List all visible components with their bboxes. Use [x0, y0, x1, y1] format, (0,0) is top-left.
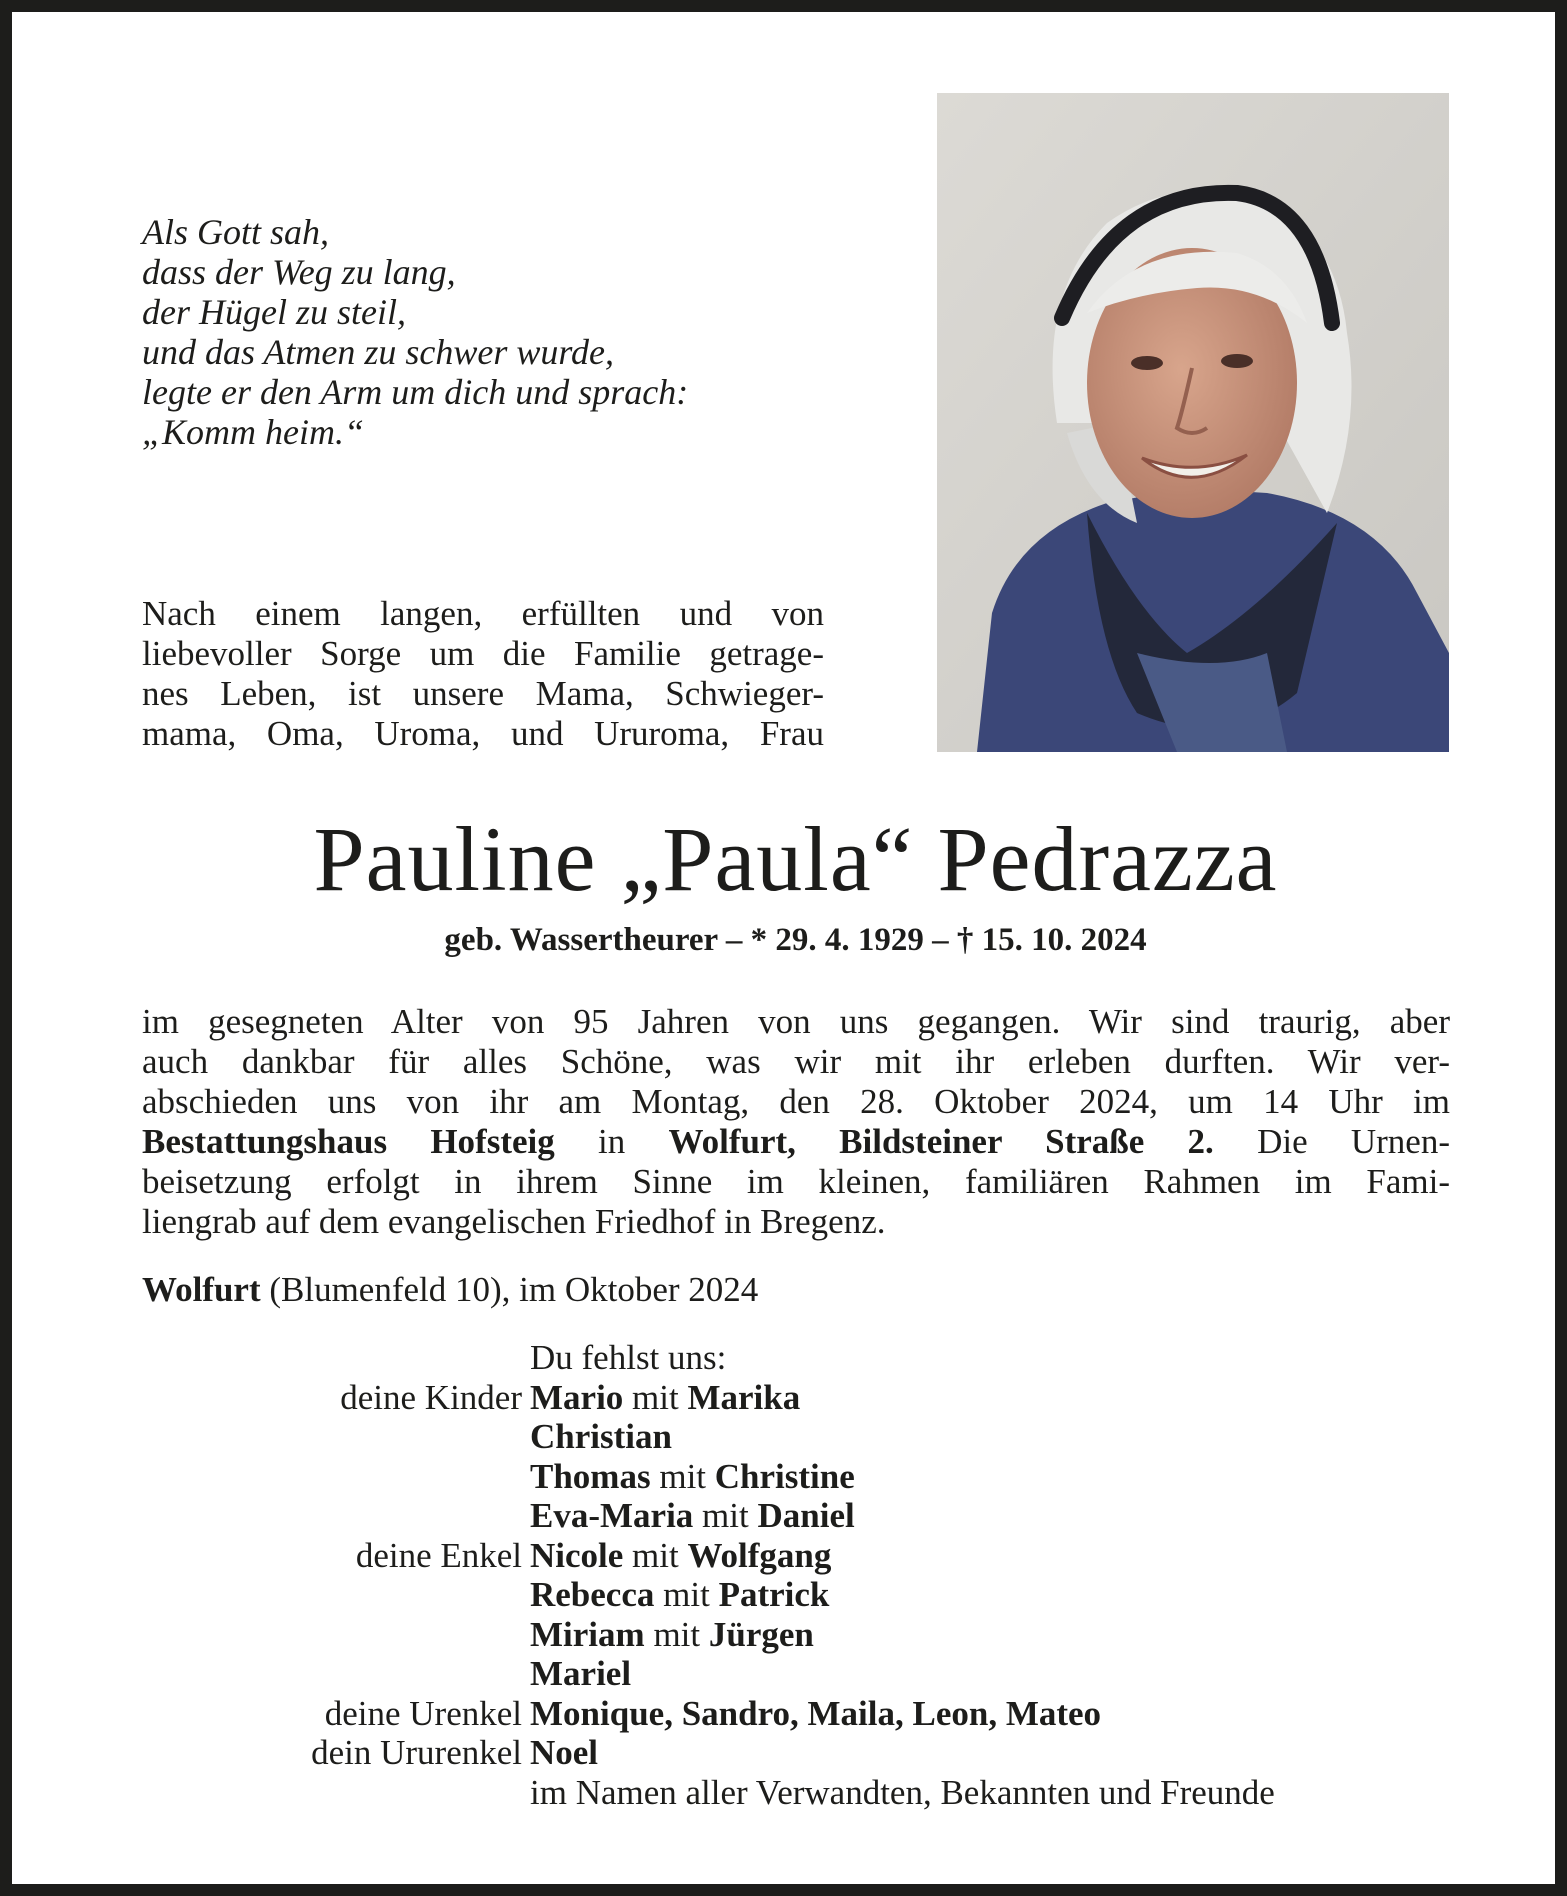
intro-line: mama, Oma, Uroma, und Ururoma, Frau [142, 714, 824, 753]
paragraph-line: auch dankbar für alles Schöne, was wir mit ihr erleben durften. Wir ver- [142, 1042, 1450, 1081]
connector-text: in [554, 1122, 669, 1161]
partner-connector: mit [693, 1496, 758, 1535]
mourners-heading: Du fehlst uns: [530, 1338, 727, 1377]
line-end-text: Die Urnen- [1213, 1122, 1450, 1161]
intro-line: Nach einem langen, erfüllten und von [142, 594, 824, 633]
relative-names [530, 1733, 1450, 1773]
partner-name: Wolfgang [687, 1535, 832, 1575]
relative-names [530, 1694, 1450, 1734]
poem-line: der Hügel zu steil, [142, 292, 406, 332]
partner-name: Jürgen [708, 1614, 814, 1654]
poem [142, 212, 782, 452]
relation-label [142, 1615, 530, 1655]
partner-name: Christine [714, 1456, 855, 1496]
paragraph-line [142, 1122, 1450, 1162]
mourners-closing: im Namen aller Verwandten, Bekannten und Freunde [530, 1772, 1275, 1812]
mourner-row [142, 1615, 1450, 1655]
relative-names [530, 1654, 1450, 1694]
relative-name: Nicole [530, 1535, 624, 1575]
partner-name: Marika [687, 1377, 801, 1417]
partner-connector: mit [654, 1575, 719, 1614]
relative-names [530, 1496, 1450, 1536]
mourners-heading-row [142, 1338, 1450, 1378]
relative-name: Eva-Maria [530, 1496, 694, 1535]
funeral-address: Wolfurt, Bildsteiner Straße 2. [668, 1122, 1214, 1161]
partner-connector: mit [623, 1535, 688, 1575]
place-rest: (Blumenfeld 10), im Oktober 2024 [260, 1270, 759, 1309]
relative-name: Miriam [530, 1614, 645, 1654]
poem-line: Als Gott sah, [142, 212, 330, 252]
relation-label: deine Kinder [340, 1377, 522, 1417]
relation-label [142, 1654, 530, 1694]
relation-label: deine Urenkel [324, 1693, 522, 1733]
relation-label [142, 1575, 530, 1615]
relative-names [530, 1536, 1450, 1576]
mourners-closing-row [142, 1773, 1450, 1813]
mourner-row [142, 1457, 1450, 1497]
relative-names [530, 1457, 1450, 1497]
intro-paragraph [142, 594, 824, 754]
paragraph-line: beisetzung erfolgt in ihrem Sinne im kleinen, familiären Rahmen im Fami- [142, 1162, 1450, 1201]
mourner-row [142, 1694, 1450, 1734]
relative-names [530, 1575, 1450, 1615]
place-town: Wolfurt [142, 1270, 261, 1309]
relative-names [530, 1378, 1450, 1418]
birth-death-dates: geb. Wassertheurer – * 29. 4. 1929 – † 15. 10. 2024 [444, 922, 1147, 958]
relative-names [530, 1615, 1450, 1655]
intro-line: liebevoller Sorge um die Familie getrage- [142, 634, 824, 673]
relative-name: Noel [530, 1733, 599, 1772]
relative-name: Mario [530, 1377, 624, 1417]
partner-name: Patrick [718, 1575, 830, 1614]
intro-line: nes Leben, ist unsere Mama, Schwieger- [142, 674, 824, 713]
paragraph-line: abschieden uns von ihr am Montag, den 28. Oktober 2024, um 14 Uhr im [142, 1082, 1450, 1121]
relation-label [142, 1457, 530, 1497]
relative-names [530, 1417, 1450, 1457]
funeral-home: Bestattungshaus Hofsteig [142, 1122, 555, 1161]
poem-line: „Komm heim.“ [142, 412, 365, 452]
relative-name: Monique, Sandro, Maila, Leon, Mateo [530, 1693, 1102, 1733]
place-and-date [142, 1270, 1042, 1310]
portrait-illustration [937, 93, 1449, 752]
deceased-name: Pauline „Paula“ Pedrazza [313, 808, 1278, 910]
partner-name: Daniel [757, 1496, 855, 1535]
relative-name: Thomas [530, 1456, 651, 1496]
partner-connector: mit [623, 1377, 688, 1417]
relation-label [142, 1417, 530, 1457]
announcement-paragraph [142, 1002, 1450, 1242]
mourner-row [142, 1496, 1450, 1536]
mourner-row [142, 1575, 1450, 1615]
paragraph-line: liengrab auf dem evangelischen Friedhof in Bregenz. [142, 1202, 886, 1241]
relative-name: Mariel [530, 1654, 632, 1693]
mourners-list [142, 1338, 1450, 1812]
partner-connector: mit [644, 1614, 709, 1654]
poem-line: dass der Weg zu lang, [142, 252, 456, 292]
relation-label [142, 1496, 530, 1536]
mourner-row [142, 1654, 1450, 1694]
mourner-row [142, 1536, 1450, 1576]
portrait-photo [937, 93, 1449, 752]
relative-name: Christian [530, 1417, 672, 1456]
mourner-row [142, 1378, 1450, 1418]
poem-line: und das Atmen zu schwer wurde, [142, 332, 614, 372]
paragraph-line: im gesegneten Alter von 95 Jahren von uns gegangen. Wir sind traurig, aber [142, 1002, 1450, 1041]
relation-label: dein Ururenkel [311, 1733, 522, 1772]
mourner-row [142, 1733, 1450, 1773]
relation-label: deine Enkel [355, 1535, 522, 1575]
mourner-row [142, 1417, 1450, 1457]
relative-name: Rebecca [530, 1575, 655, 1614]
poem-line: legte er den Arm um dich und sprach: [142, 372, 689, 412]
partner-connector: mit [650, 1456, 715, 1496]
